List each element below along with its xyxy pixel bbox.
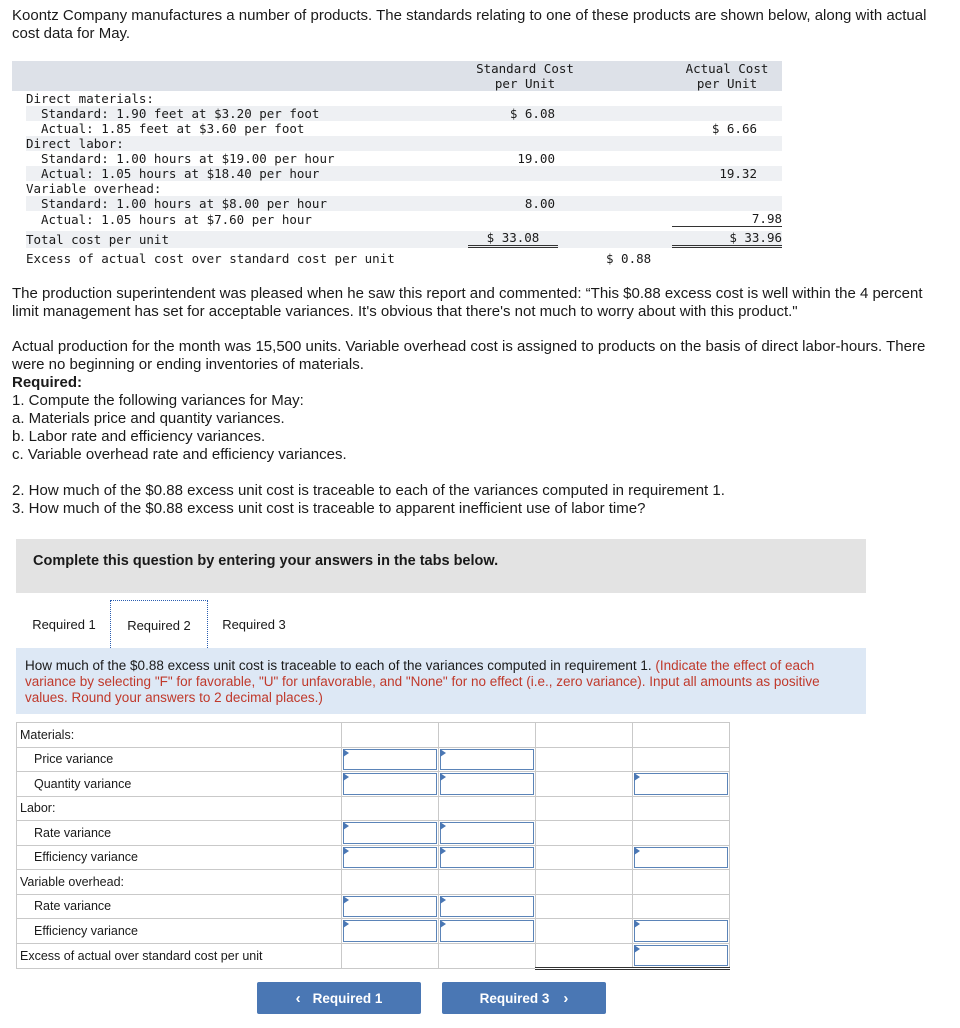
row-label-labor: Labor:: [17, 796, 342, 821]
vo-act-value: 7.98: [672, 211, 782, 227]
table-row: [17, 943, 730, 969]
next-required-3-button[interactable]: [442, 982, 606, 1014]
labor-rate-variance-effect-select[interactable]: [440, 822, 534, 844]
table-row: [17, 772, 730, 797]
table-row: [17, 870, 730, 895]
std-col-header-line1: Standard Cost: [476, 61, 574, 76]
table-row: [17, 845, 730, 870]
actual-production-paragraph: Actual production for the month was 15,500 units. Variable overhead cost is assigned to products on the basis of direct labor-hours. There were no beginning or ending inventories of materials.: [12, 338, 926, 373]
intro-text: Koontz Company manufactures a number of products. The standards relating to one of these products are shown below, along with actual cost data for May.: [12, 7, 927, 42]
dm-std-value: $ 6.08: [509, 106, 555, 121]
instruction-main: How much of the $0.88 excess unit cost is traceable to each of the variances computed in requirement 1.: [25, 658, 652, 673]
requirement-2: 2. How much of the $0.88 excess unit cost is traceable to each of the variances computed in requirement 1.: [12, 482, 725, 499]
next-button-label: Required 3: [479, 990, 550, 1006]
row-label-materials: Materials:: [17, 723, 342, 748]
row-label-labor-rate-variance: Rate variance: [17, 821, 342, 846]
row-label-excess: Excess of actual over standard cost per unit: [17, 943, 342, 969]
row-label-vo-efficiency-variance: Efficiency variance: [17, 919, 342, 944]
total-act-value: $ 33.96: [672, 230, 782, 248]
vo-actual: Actual: 1.05 hours at $7.60 per hour: [41, 212, 312, 227]
answer-table: [16, 722, 730, 970]
price-variance-amount-input[interactable]: [343, 749, 437, 771]
tab-required-3[interactable]: Required 3: [222, 616, 286, 632]
total-std-value: $ 33.08: [468, 230, 558, 248]
labor-rate-variance-amount-input[interactable]: [343, 822, 437, 844]
prev-required-1-button[interactable]: [257, 982, 421, 1014]
tab-required-2[interactable]: Required 2: [110, 600, 208, 650]
banner-text: Complete this question by entering your answers in the tabs below.: [33, 553, 499, 569]
quantity-variance-effect-select[interactable]: [440, 773, 534, 795]
dl-std-value: 19.00: [517, 151, 555, 166]
requirement-1c: c. Variable overhead rate and efficiency variances.: [12, 446, 347, 463]
cost-table-header-bg: [12, 61, 782, 91]
dl-label: Direct labor:: [26, 136, 124, 151]
dm-act-value: $ 6.66: [711, 121, 757, 136]
requirement-1a: a. Materials price and quantity variances.: [12, 410, 285, 427]
dm-standard: Standard: 1.90 feet at $3.20 per foot: [41, 106, 320, 121]
prev-button-label: Required 1: [312, 990, 383, 1006]
instruction-note: (Indicate the effect of each variance by selecting "F" for favorable, "U" for unfavorable, and "None" for no effect (i.e., zero variance). Input all amounts as positive values. Round your answers to 2 decimal places.): [25, 658, 820, 705]
row-label-labor-efficiency-variance: Efficiency variance: [17, 845, 342, 870]
dm-label: Direct materials:: [26, 91, 154, 106]
vo-efficiency-variance-amount-input[interactable]: [343, 920, 437, 942]
requirement-3: 3. How much of the $0.88 excess unit cost is traceable to apparent inefficient use of labor time?: [12, 500, 646, 517]
table-row: [17, 747, 730, 772]
requirement-1: 1. Compute the following variances for May:: [12, 392, 304, 409]
labor-efficiency-variance-amount-input[interactable]: [343, 847, 437, 869]
row-label-price-variance: Price variance: [17, 747, 342, 772]
vo-std-value: 8.00: [524, 196, 555, 211]
dm-actual: Actual: 1.85 feet at $3.60 per foot: [41, 121, 305, 136]
table-row: [17, 796, 730, 821]
excess-total-input[interactable]: [634, 945, 728, 967]
instruction-text: [16, 648, 866, 706]
row-label-quantity-variance: Quantity variance: [17, 772, 342, 797]
required-heading: Required:: [12, 374, 83, 391]
row-label-variable-overhead: Variable overhead:: [17, 870, 342, 895]
excess-value: $ 0.88: [606, 251, 652, 266]
act-col-header-line1: Actual Cost: [685, 61, 769, 76]
act-col-header-line2: per Unit: [696, 76, 758, 91]
instructions-banner: [16, 539, 866, 593]
vo-standard: Standard: 1.00 hours at $8.00 per hour: [41, 196, 327, 211]
table-row: [17, 919, 730, 944]
vo-total-input[interactable]: [634, 920, 728, 942]
table-row: [17, 821, 730, 846]
requirement-1b: b. Labor rate and efficiency variances.: [12, 428, 266, 445]
dl-act-value: 19.32: [719, 166, 757, 181]
labor-efficiency-variance-effect-select[interactable]: [440, 847, 534, 869]
vo-rate-variance-effect-select[interactable]: [440, 896, 534, 918]
chevron-right-icon: ›: [563, 989, 569, 1007]
vo-efficiency-variance-effect-select[interactable]: [440, 920, 534, 942]
labor-total-input[interactable]: [634, 847, 728, 869]
materials-total-input[interactable]: [634, 773, 728, 795]
excess-label: Excess of actual cost over standard cost per unit: [26, 251, 395, 266]
tab-required-1[interactable]: Required 1: [32, 616, 96, 632]
vo-label: Variable overhead:: [26, 181, 162, 196]
row-shade: [26, 136, 782, 151]
table-row: [17, 894, 730, 919]
total-label: Total cost per unit: [26, 232, 169, 247]
chevron-left-icon: ‹: [295, 989, 301, 1007]
superintendent-paragraph: The production superintendent was pleased when he saw this report and commented: “This $0.88 excess cost is well within the 4 percent limit management has set for acceptable variances. It's obvious that there's not much to worry about with this product.": [12, 285, 923, 320]
price-variance-effect-select[interactable]: [440, 749, 534, 771]
dl-actual: Actual: 1.05 hours at $18.40 per hour: [41, 166, 320, 181]
table-row: [17, 723, 730, 748]
vo-rate-variance-amount-input[interactable]: [343, 896, 437, 918]
row-label-vo-rate-variance: Rate variance: [17, 894, 342, 919]
instruction-box: [16, 648, 866, 714]
std-col-header-line2: per Unit: [494, 76, 556, 91]
dl-standard: Standard: 1.00 hours at $19.00 per hour: [41, 151, 335, 166]
quantity-variance-amount-input[interactable]: [343, 773, 437, 795]
